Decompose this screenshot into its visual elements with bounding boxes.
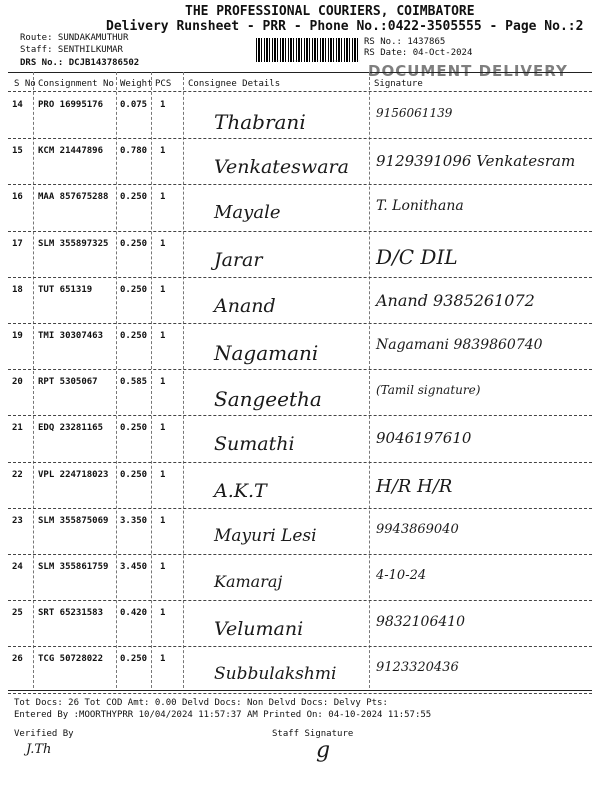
- company-name: THE PROFESSIONAL COURIERS, COIMBATORE: [185, 4, 475, 19]
- row-sno: 17: [12, 238, 23, 249]
- row-consignment-no: SLM 355861759: [38, 562, 109, 572]
- drs-number: DRS No.: DCJB143786502: [20, 58, 140, 68]
- row-separator: [8, 277, 592, 278]
- staff-label: Staff: SENTHILKUMAR: [20, 45, 123, 55]
- row-weight: 3.450: [120, 562, 148, 572]
- row-pcs: 1: [160, 562, 166, 572]
- row-sno: 19: [12, 331, 23, 341]
- row-pcs: 1: [160, 515, 166, 526]
- col-signature: Signature: [374, 79, 423, 89]
- row-weight: 0.250: [120, 331, 148, 341]
- entered-by-line: Entered By :MOORTHYPRR 10/04/2024 11:57:37 AM Printed On: 04-10-2024 11:57:55: [14, 710, 432, 720]
- row-pcs: 1: [160, 469, 166, 480]
- table-row: [8, 186, 592, 232]
- consignee-handwriting: Anand: [214, 294, 276, 317]
- table-row: [8, 325, 592, 371]
- col-consignment: Consignment No: [38, 79, 114, 89]
- row-separator: [8, 184, 592, 185]
- table-row: [8, 94, 592, 140]
- row-sno: 24: [12, 562, 23, 572]
- consignee-handwriting: Kamaraj: [214, 572, 283, 591]
- col-pcs: PCS: [155, 79, 172, 89]
- row-weight: 0.250: [120, 284, 148, 295]
- signature-handwriting: D/C DIL: [376, 244, 458, 269]
- table-row: [8, 464, 592, 510]
- header-rule: [8, 91, 592, 92]
- signature-handwriting: Anand 9385261072: [376, 290, 535, 310]
- signature-handwriting: 9129391096 Venkatesram: [376, 152, 576, 171]
- row-weight: 0.250: [120, 238, 148, 249]
- row-pcs: 1: [160, 608, 166, 619]
- row-pcs: 1: [160, 284, 166, 295]
- consignee-handwriting: Sangeetha: [214, 387, 322, 412]
- row-pcs: 1: [160, 377, 166, 388]
- row-consignment-no: KCM 21447896: [38, 146, 104, 157]
- row-separator: [8, 415, 592, 416]
- row-separator: [8, 554, 592, 555]
- signature-handwriting: Nagamani 9839860740: [376, 337, 543, 353]
- verified-by-label: Verified By: [14, 729, 74, 739]
- table-row: [8, 279, 592, 325]
- consignee-handwriting: Mayuri Lesi: [214, 525, 317, 546]
- staff-signature-handwriting: g: [316, 738, 331, 763]
- row-consignment-no: SLM 355897325: [38, 238, 109, 249]
- row-sno: 18: [12, 284, 23, 295]
- consignee-handwriting: Venkateswara: [214, 156, 349, 179]
- row-separator: [8, 693, 592, 694]
- table-bottom-rule: [8, 690, 592, 691]
- row-consignment-no: SLM 355875069: [38, 515, 109, 526]
- table-row: [8, 233, 592, 279]
- route-label: Route: SUNDAKAMUTHUR: [20, 33, 129, 43]
- signature-handwriting: (Tamil signature): [376, 383, 481, 398]
- row-consignment-no: TMI 30307463: [38, 331, 104, 341]
- table-row: [8, 140, 592, 186]
- signature-handwriting: 4-10-24: [376, 568, 427, 583]
- row-pcs: 1: [160, 238, 166, 249]
- row-weight: 0.780: [120, 146, 148, 157]
- table-row: [8, 510, 592, 556]
- row-pcs: 1: [160, 331, 166, 341]
- row-sno: 25: [12, 608, 23, 619]
- row-weight: 0.250: [120, 192, 148, 203]
- totals-line: Tot Docs: 26 Tot COD Amt: 0.00 Delvd Docs: Non Delvd Docs: Delvy Pts:: [14, 698, 388, 708]
- staff-signature-label: Staff Signature: [272, 729, 354, 739]
- rs-number: RS No.: 1437865: [364, 37, 446, 47]
- verified-handwriting: J.Th: [26, 742, 52, 757]
- consignee-handwriting: Subbulakshmi: [214, 664, 337, 685]
- row-weight: 0.250: [120, 469, 148, 480]
- row-weight: 0.420: [120, 608, 148, 619]
- row-weight: 0.250: [120, 423, 148, 434]
- row-sno: 22: [12, 469, 23, 480]
- signature-handwriting: T. Lonithana: [376, 198, 464, 215]
- consignee-handwriting: Velumani: [214, 618, 304, 641]
- row-separator: [8, 600, 592, 601]
- consignee-handwriting: Jarar: [214, 248, 263, 271]
- signature-handwriting: 9832106410: [376, 614, 466, 631]
- row-consignment-no: VPL 224718023: [38, 469, 109, 480]
- signature-handwriting: 9156061139: [376, 106, 453, 120]
- consignee-handwriting: Thabrani: [214, 110, 306, 134]
- row-consignment-no: EDQ 23281165: [38, 423, 104, 434]
- col-sno: S No: [14, 79, 36, 89]
- row-consignment-no: PRO 16995176: [38, 100, 104, 110]
- row-pcs: 1: [160, 654, 166, 665]
- row-separator: [8, 462, 592, 463]
- document-delivery-stamp: DOCUMENT DELIVERY: [368, 62, 568, 80]
- row-weight: 0.585: [120, 377, 148, 388]
- row-separator: [8, 323, 592, 324]
- row-consignment-no: TCG 50728022: [38, 654, 104, 665]
- table-row: [8, 648, 592, 694]
- row-consignment-no: SRT 65231583: [38, 608, 104, 619]
- col-consignee: Consignee Details: [188, 79, 281, 89]
- row-consignment-no: MAA 857675288: [38, 192, 109, 203]
- consignee-handwriting: Sumathi: [214, 433, 295, 456]
- row-pcs: 1: [160, 100, 166, 110]
- signature-handwriting: 9943869040: [376, 521, 459, 537]
- row-separator: [8, 231, 592, 232]
- row-weight: 0.075: [120, 100, 148, 110]
- row-separator: [8, 138, 592, 139]
- row-separator: [8, 646, 592, 647]
- table-row: [8, 371, 592, 417]
- row-sno: 21: [12, 423, 23, 434]
- row-separator: [8, 369, 592, 370]
- signature-handwriting: 9046197610: [376, 429, 472, 448]
- consignee-handwriting: Mayale: [214, 202, 281, 224]
- row-sno: 23: [12, 515, 23, 526]
- row-pcs: 1: [160, 192, 166, 203]
- row-sno: 15: [12, 146, 23, 157]
- runsheet-title: Delivery Runsheet - PRR - Phone No.:0422-3505555 - Page No.:2: [106, 19, 584, 34]
- row-pcs: 1: [160, 146, 166, 157]
- barcode: [256, 38, 358, 62]
- consignee-handwriting: A.K.T: [214, 479, 267, 502]
- row-sno: 14: [12, 100, 23, 110]
- row-sno: 16: [12, 192, 23, 203]
- row-weight: 0.250: [120, 654, 148, 665]
- row-separator: [8, 508, 592, 509]
- row-weight: 3.350: [120, 515, 148, 526]
- rs-date: RS Date: 04-Oct-2024: [364, 48, 473, 58]
- consignee-handwriting: Nagamani: [214, 341, 319, 365]
- signature-handwriting: 9123320436: [376, 660, 459, 676]
- row-consignment-no: RPT 5305067: [38, 377, 98, 388]
- row-sno: 20: [12, 377, 23, 388]
- table-top-rule: [8, 72, 592, 73]
- col-weight: Weight: [120, 79, 153, 89]
- row-sno: 26: [12, 654, 23, 665]
- row-consignment-no: TUT 651319: [38, 284, 93, 295]
- table-row: [8, 417, 592, 463]
- table-row: [8, 556, 592, 602]
- signature-handwriting: H/R H/R: [376, 475, 453, 497]
- row-pcs: 1: [160, 423, 166, 434]
- table-row: [8, 602, 592, 648]
